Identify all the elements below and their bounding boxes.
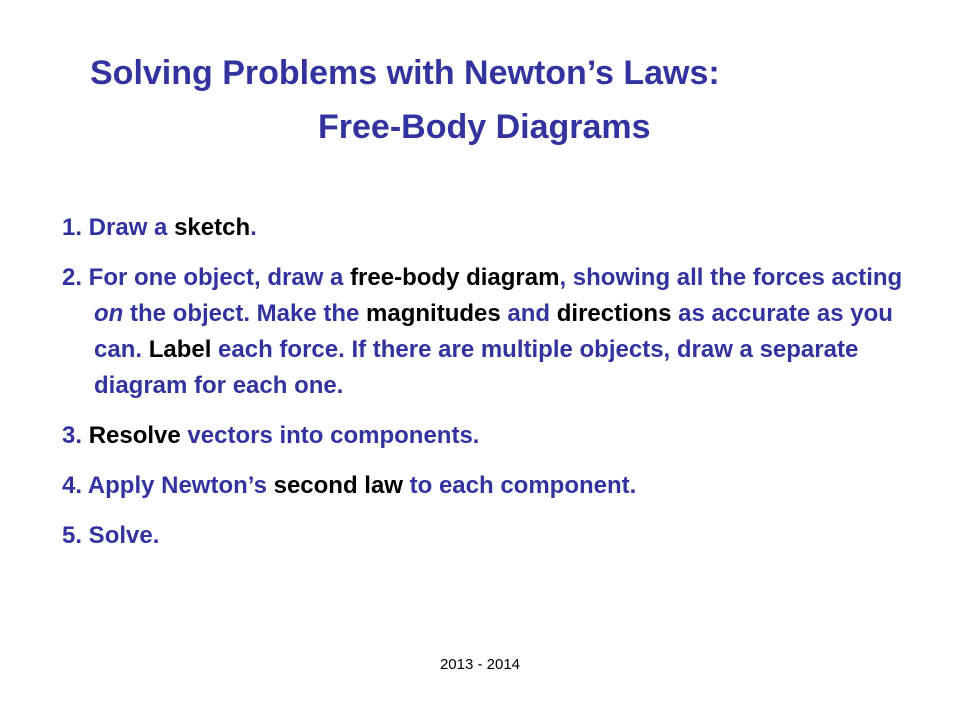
keyword-sketch: sketch — [174, 214, 251, 241]
step-2-text-c: the object. Make the — [123, 300, 367, 327]
step-2-text-a: 2. For one object, draw a — [62, 264, 351, 291]
step-2-text-e: as accurate as you can. — [94, 300, 893, 363]
step-2-text-d: and — [500, 300, 557, 327]
step-3 — [62, 418, 932, 454]
step-5-text: 5. Solve. — [62, 522, 160, 549]
step-1-text: 1. Draw a — [62, 214, 175, 241]
title-line-1: Solving Problems with Newton’s Laws: — [90, 54, 720, 92]
keyword-free-body-diagram: free-body diagram — [350, 264, 560, 291]
step-3-text-a: 3. — [62, 422, 89, 449]
step-1 — [62, 210, 932, 246]
keyword-second-law: second law — [273, 472, 403, 499]
step-3-text-b: vectors into components. — [180, 422, 480, 449]
keyword-resolve: Resolve — [88, 422, 181, 449]
step-2-text-b: , showing all the forces acting — [559, 264, 903, 291]
step-4 — [62, 468, 932, 504]
keyword-directions: directions — [556, 300, 672, 327]
title-line-2: Free-Body Diagrams — [318, 108, 651, 146]
steps-list — [62, 210, 932, 568]
step-2-text-f: each force. If there are multiple objects, draw a separate diagram for each one. — [94, 336, 859, 399]
keyword-label: Label — [148, 336, 212, 363]
step-1-end: . — [250, 214, 257, 241]
step-4-text-a: 4. Apply Newton’s — [62, 472, 274, 499]
step-4-text-b: to each component. — [402, 472, 637, 499]
emphasis-on: on — [94, 300, 124, 327]
step-2 — [62, 260, 932, 404]
step-5 — [62, 518, 932, 554]
keyword-magnitudes: magnitudes — [366, 300, 501, 327]
footer-year: 2013 - 2014 — [439, 656, 521, 673]
